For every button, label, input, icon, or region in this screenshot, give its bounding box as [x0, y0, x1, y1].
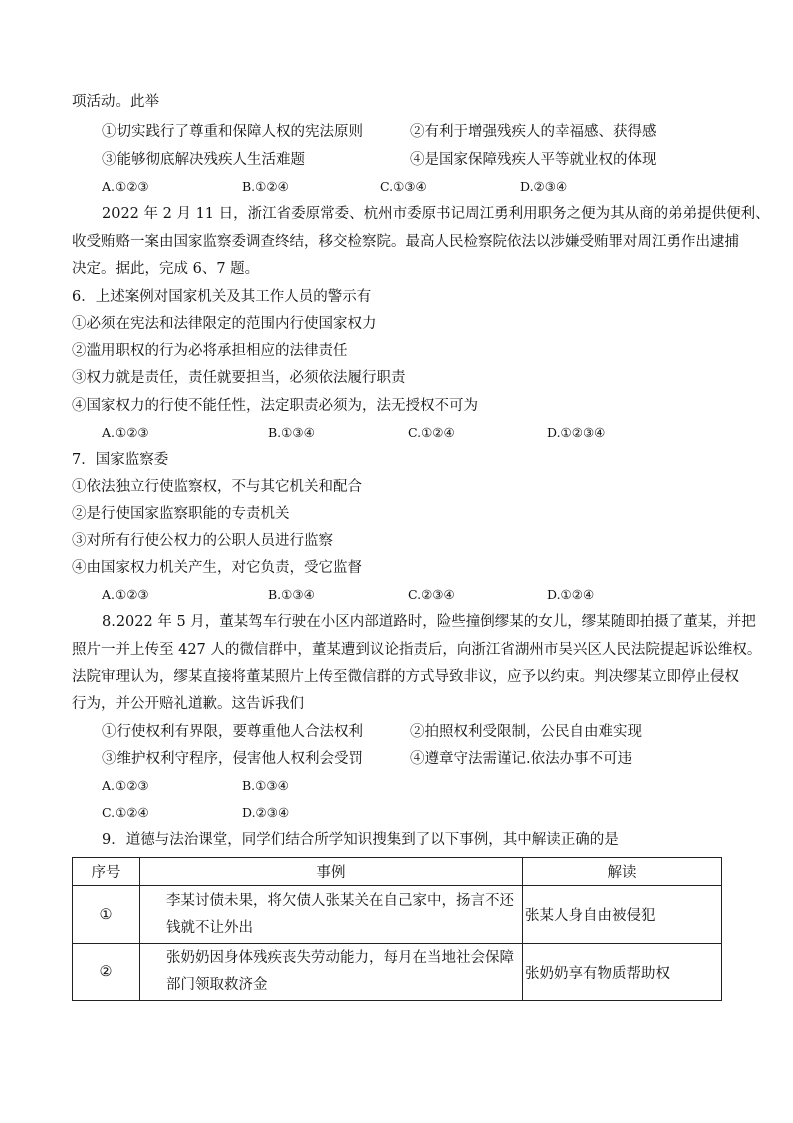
q7-option-3: ③对所有行使公权力的公职人员进行监察 [72, 533, 333, 549]
q8-option-4: ④遵章守法需谨记.依法办事不可违 [410, 751, 633, 767]
q5-choice-a: A.①②③ [102, 179, 149, 194]
q7-choice-c: C.②③④ [408, 587, 455, 602]
q7-choice-a: A.①②③ [102, 587, 149, 602]
q6-option-4: ④国家权力的行使不能任性，法定职责必须为，法无授权不可为 [72, 398, 478, 414]
q6-choice-c: C.①②④ [408, 425, 455, 440]
q5-option-1: ①切实践行了尊重和保障人权的宪法原则 [102, 124, 363, 140]
q8-stem-2: 照片一并上传至 427 人的微信群中，董某遭到议论指责后，向浙江省湖州市吴兴区人民法院提起诉讼维权。 [72, 642, 762, 658]
q5-choice-b: B.①②④ [242, 179, 289, 194]
q6-option-1: ①必须在宪法和法律限定的范围内行使国家权力 [72, 316, 377, 332]
row-case [140, 944, 523, 1001]
q9-stem: 9．道德与法治课堂，同学们结合所学知识搜集到了以下事例，其中解读正确的是 [102, 832, 619, 848]
q5-choice-c: C.①③④ [380, 179, 427, 194]
table-row [73, 886, 722, 944]
row-case [140, 886, 523, 944]
q6-choice-d: D.①②③④ [547, 425, 606, 440]
q6-option-3: ③权力就是责任，责任就要担当，必须依法履行职责 [72, 370, 406, 386]
header-reading: 解读 [523, 858, 722, 886]
row-reading-text: 张某人身自由被侵犯 [525, 908, 656, 924]
q8-option-3: ③维护权利守程序，侵害他人权利会受罚 [102, 751, 363, 767]
q7-option-1: ①依法独立行使监察权，不与其它机关和配合 [72, 479, 362, 495]
q6-option-2: ②滥用职权的行为必将承担相应的法律责任 [72, 343, 348, 359]
q8-stem-3: 法院审理认为，缪某直接将董某照片上传至微信群的方式导致非议，应予以约束。判决缪某立即停止侵权 [72, 669, 739, 685]
q7-option-2: ②是行使国家监察职能的专责机关 [72, 506, 290, 522]
q6-choice-a: A.①②③ [102, 425, 149, 440]
q9-table [72, 857, 722, 1001]
q8-choice-a: A.①②③ [102, 778, 149, 793]
q8-option-2: ②拍照权利受限制，公民自由难实现 [410, 724, 642, 740]
q7-option-4: ④由国家权力机关产生，对它负责，受它监督 [72, 560, 362, 576]
q8-option-1: ①行使权利有界限，要尊重他人合法权利 [102, 724, 363, 740]
table-row [73, 944, 722, 1001]
row-case-text: 李某讨债未果，将欠债人张某关在自己家中，扬言不还钱就不让外出 [166, 892, 514, 936]
q8-choice-b: B.①③④ [242, 778, 289, 793]
intro-line-1: 2022 年 2 月 11 日，浙江省委原常委、杭州市委原书记周江勇利用职务之便为其从商的弟弟提供便利、 [102, 206, 770, 222]
q8-choice-d: D.②③④ [242, 805, 290, 820]
q5-option-4: ④是国家保障残疾人平等就业权的体现 [410, 152, 657, 168]
continued-line: 项活动。此举 [72, 94, 159, 110]
q8-stem-1: 8.2022 年 5 月，董某驾车行驶在小区内部道路时，险些撞倒缪某的女儿，缪某随即拍摄了董某，并把 [102, 614, 756, 630]
intro-line-3: 决定。据此，完成 6、7 题。 [72, 261, 260, 277]
table-header-row [73, 858, 722, 886]
q7-choice-d: D.①②④ [547, 587, 595, 602]
q7-choice-b: B.①③④ [268, 587, 315, 602]
row-reading-text: 张奶奶享有物质帮助权 [525, 965, 670, 982]
q8-choice-c: C.①②④ [102, 805, 149, 820]
header-no: 序号 [73, 858, 140, 886]
row-case-text: 张奶奶因身体残疾丧失劳动能力，每月在当地社会保障部门领取救济金 [166, 950, 514, 993]
q5-option-2: ②有利于增强残疾人的幸福感、获得感 [410, 124, 657, 140]
header-case: 事例 [140, 858, 523, 886]
q8-stem-4: 行为，并公开赔礼道歉。这告诉我们 [72, 696, 304, 712]
row-reading [523, 886, 722, 944]
q6-stem: 6．上述案例对国家机关及其工作人员的警示有 [72, 289, 372, 305]
q5-choice-d: D.②③④ [520, 179, 568, 194]
intro-line-2: 收受贿赂一案由国家监察委调查终结，移交检察院。最高人民检察院依法以涉嫌受贿罪对周江勇作出逮捕 [72, 234, 739, 250]
row-reading [523, 944, 722, 1001]
row-no: ② [73, 944, 140, 1001]
row-no: ① [73, 886, 140, 944]
q6-choice-b: B.①③④ [268, 425, 315, 440]
q7-stem: 7．国家监察委 [72, 452, 169, 468]
q5-option-3: ③能够彻底解决残疾人生活难题 [102, 152, 305, 168]
